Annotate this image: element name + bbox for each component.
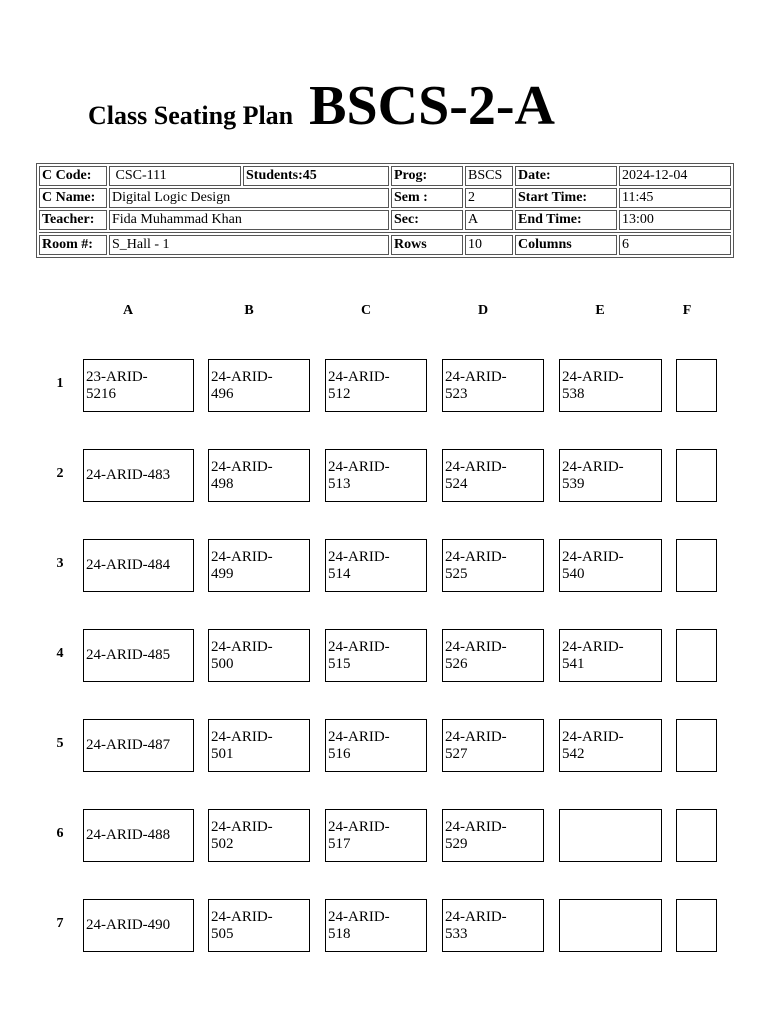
info-row xyxy=(39,188,731,208)
seat-c3 xyxy=(325,539,427,592)
columns-value: 6 xyxy=(619,235,731,255)
info-row xyxy=(39,210,731,230)
row-header-1: 1 xyxy=(56,376,64,391)
seat-d3 xyxy=(442,539,544,592)
seat-a7 xyxy=(83,899,194,952)
seat-id-line: 24-ARID- xyxy=(211,548,273,565)
seat-id-line: 529 xyxy=(445,835,468,852)
sec-value: A xyxy=(465,210,513,230)
title-label: Class Seating Plan xyxy=(88,101,294,130)
seat-id-line: 24-ARID-487 xyxy=(86,737,171,753)
c-code-value: CSC-111 xyxy=(109,166,241,186)
seat-id-line: 24-ARID- xyxy=(328,908,390,925)
column-header-f: F xyxy=(682,303,692,318)
room-label: Room #: xyxy=(39,235,107,255)
seat-c5 xyxy=(325,719,427,772)
seat-id-line: 540 xyxy=(562,565,585,582)
seat-id-line: 500 xyxy=(211,655,234,672)
seat-e1 xyxy=(559,359,662,412)
seat-f4 xyxy=(676,629,717,682)
row-header-7: 7 xyxy=(56,916,64,931)
seat-id-line: 24-ARID-484 xyxy=(86,557,171,573)
seat-d7 xyxy=(442,899,544,952)
seat-e5 xyxy=(559,719,662,772)
row-header-4: 4 xyxy=(56,646,64,661)
seat-d2 xyxy=(442,449,544,502)
seat-id-line: 541 xyxy=(562,655,585,672)
seat-id-line: 496 xyxy=(211,385,234,402)
seat-id-line: 24-ARID-490 xyxy=(86,917,171,933)
seat-d6 xyxy=(442,809,544,862)
seat-id-line: 518 xyxy=(328,925,351,942)
seat-id-line: 24-ARID- xyxy=(211,368,273,385)
end-time-label: End Time: xyxy=(515,210,617,230)
c-code-label: C Code: xyxy=(39,166,107,186)
seat-id-line: 24-ARID- xyxy=(562,728,624,745)
column-header-c: C xyxy=(360,303,372,318)
seat-b3 xyxy=(208,539,310,592)
seat-id-line: 533 xyxy=(445,925,468,942)
seat-id-line: 23-ARID- xyxy=(86,368,148,385)
info-row xyxy=(39,235,731,255)
seat-a3 xyxy=(83,539,194,592)
seat-id-line: 24-ARID- xyxy=(562,548,624,565)
seat-id-line: 542 xyxy=(562,745,585,762)
seat-b6 xyxy=(208,809,310,862)
seat-id-line: 24-ARID- xyxy=(445,818,507,835)
seat-id-line: 24-ARID- xyxy=(328,818,390,835)
seat-id-line: 24-ARID- xyxy=(445,548,507,565)
seat-id-line: 517 xyxy=(328,835,351,852)
seat-id-line: 5216 xyxy=(86,385,116,402)
seat-a1 xyxy=(83,359,194,412)
seat-b7 xyxy=(208,899,310,952)
seat-c6 xyxy=(325,809,427,862)
seat-f5 xyxy=(676,719,717,772)
seat-id-line: 24-ARID- xyxy=(211,458,273,475)
seat-f7 xyxy=(676,899,717,952)
seat-b1 xyxy=(208,359,310,412)
seat-id-line: 24-ARID-485 xyxy=(86,647,171,663)
seat-id-line: 538 xyxy=(562,385,585,402)
seat-id-line: 516 xyxy=(328,745,351,762)
prog-label: Prog: xyxy=(391,166,463,186)
seat-d5 xyxy=(442,719,544,772)
seat-id-line: 24-ARID- xyxy=(328,548,390,565)
seat-id-line: 523 xyxy=(445,385,468,402)
seat-a5 xyxy=(83,719,194,772)
seat-f6 xyxy=(676,809,717,862)
seat-id-line: 24-ARID-483 xyxy=(86,467,171,483)
seat-id-line: 24-ARID- xyxy=(211,818,273,835)
seat-id-line: 513 xyxy=(328,475,351,492)
seat-id-line: 24-ARID- xyxy=(445,908,507,925)
seat-id-line: 515 xyxy=(328,655,351,672)
seat-a6 xyxy=(83,809,194,862)
seat-id-line: 501 xyxy=(211,745,234,762)
seat-id-line: 525 xyxy=(445,565,468,582)
page-title xyxy=(88,74,555,138)
row-header-3: 3 xyxy=(56,556,64,571)
seat-e2 xyxy=(559,449,662,502)
seat-id-line: 502 xyxy=(211,835,234,852)
seat-id-line: 499 xyxy=(211,565,234,582)
start-time-value: 11:45 xyxy=(619,188,731,208)
seat-f1 xyxy=(676,359,717,412)
students-count: Students:45 xyxy=(243,166,389,186)
seat-d1 xyxy=(442,359,544,412)
seat-f3 xyxy=(676,539,717,592)
column-header-b: B xyxy=(244,303,254,318)
teacher-label: Teacher: xyxy=(39,210,107,230)
column-header-d: D xyxy=(477,303,489,318)
sec-label: Sec: xyxy=(391,210,463,230)
info-table xyxy=(36,163,734,258)
seat-id-line: 24-ARID- xyxy=(445,728,507,745)
seat-id-line: 524 xyxy=(445,475,468,492)
seat-c7 xyxy=(325,899,427,952)
seat-d4 xyxy=(442,629,544,682)
class-name: BSCS-2-A xyxy=(309,75,555,137)
sem-value: 2 xyxy=(465,188,513,208)
teacher-value: Fida Muhammad Khan xyxy=(109,210,389,230)
seat-id-line: 24-ARID- xyxy=(562,458,624,475)
seat-id-line: 24-ARID- xyxy=(562,368,624,385)
column-header-e: E xyxy=(595,303,605,318)
end-time-value: 13:00 xyxy=(619,210,731,230)
seat-id-line: 24-ARID- xyxy=(562,638,624,655)
seat-a2 xyxy=(83,449,194,502)
rows-label: Rows xyxy=(391,235,463,255)
seat-b4 xyxy=(208,629,310,682)
seat-e3 xyxy=(559,539,662,592)
c-name-value: Digital Logic Design xyxy=(109,188,389,208)
seat-e6 xyxy=(559,809,662,862)
c-name-label: C Name: xyxy=(39,188,107,208)
seat-id-line: 24-ARID- xyxy=(445,638,507,655)
row-header-2: 2 xyxy=(56,466,64,481)
info-separator xyxy=(39,232,731,233)
prog-value: BSCS xyxy=(465,166,513,186)
seat-id-line: 24-ARID- xyxy=(211,908,273,925)
seat-c1 xyxy=(325,359,427,412)
seat-id-line: 514 xyxy=(328,565,351,582)
info-row xyxy=(39,166,731,186)
seat-id-line: 539 xyxy=(562,475,585,492)
seat-b5 xyxy=(208,719,310,772)
seat-id-line: 24-ARID- xyxy=(328,368,390,385)
row-header-6: 6 xyxy=(56,826,64,841)
seat-a4 xyxy=(83,629,194,682)
seat-id-line: 24-ARID- xyxy=(328,638,390,655)
seat-id-line: 24-ARID- xyxy=(211,728,273,745)
seat-id-line: 512 xyxy=(328,385,351,402)
seat-id-line: 24-ARID- xyxy=(328,728,390,745)
seat-b2 xyxy=(208,449,310,502)
seat-id-line: 24-ARID- xyxy=(211,638,273,655)
seat-id-line: 498 xyxy=(211,475,234,492)
rows-value: 10 xyxy=(465,235,513,255)
seat-id-line: 505 xyxy=(211,925,234,942)
sem-label: Sem : xyxy=(391,188,463,208)
separator-line xyxy=(39,232,731,233)
date-label: Date: xyxy=(515,166,617,186)
row-header-5: 5 xyxy=(56,736,64,751)
seat-c4 xyxy=(325,629,427,682)
seat-id-line: 24-ARID- xyxy=(328,458,390,475)
seat-f2 xyxy=(676,449,717,502)
seat-c2 xyxy=(325,449,427,502)
seat-id-line: 24-ARID- xyxy=(445,458,507,475)
seat-id-line: 527 xyxy=(445,745,468,762)
date-value: 2024-12-04 xyxy=(619,166,731,186)
seat-id-line: 24-ARID-488 xyxy=(86,827,171,843)
seat-e4 xyxy=(559,629,662,682)
start-time-label: Start Time: xyxy=(515,188,617,208)
seat-id-line: 24-ARID- xyxy=(445,368,507,385)
room-value: S_Hall - 1 xyxy=(109,235,389,255)
column-header-a: A xyxy=(122,303,134,318)
columns-label: Columns xyxy=(515,235,617,255)
seat-e7 xyxy=(559,899,662,952)
seat-id-line: 526 xyxy=(445,655,468,672)
